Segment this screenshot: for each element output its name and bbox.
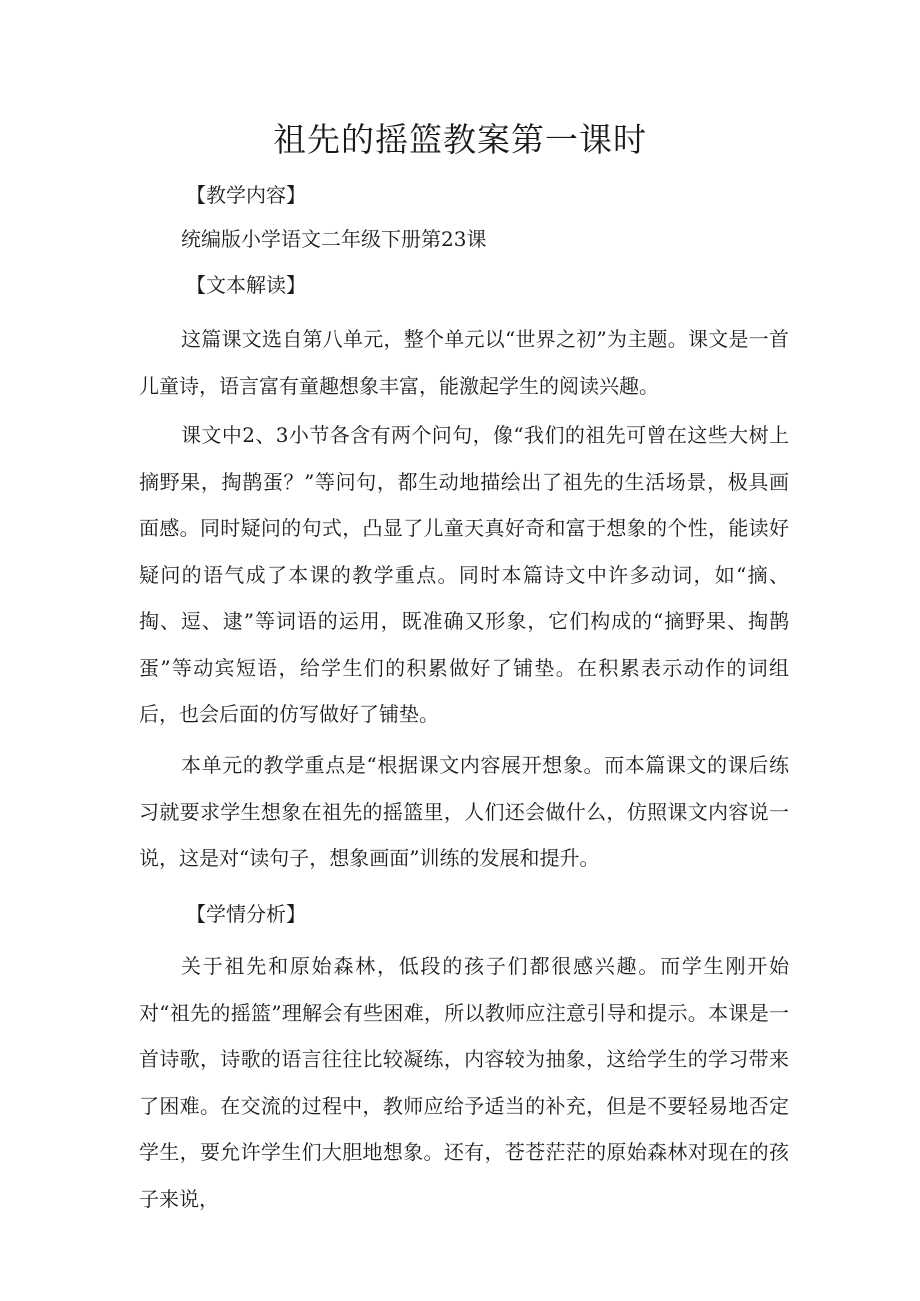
reading-paragraph-1: 这篇课文选自第八单元，整个单元以“世界之初”为主题。课文是一首儿童诗，语言富有童趣想象丰富，能激起学生的阅读兴趣。 bbox=[139, 327, 789, 398]
content-text: 统编版小学语文二年级下册第23课 bbox=[181, 227, 487, 251]
reading-paragraph-3: 本单元的教学重点是“根据课文内容展开想象。而本篇课文的课后练习就要求学生想象在祖先的摇篮里，人们还会做什么，仿照课文内容说一说，这是对“读句子，想象画面”训练的发展和提升。 bbox=[139, 753, 789, 870]
reading-paragraph-2: 课文中2、3小节各含有两个问句，像“我们的祖先可曾在这些大树上摘野果，掏鹊蛋？”等问句，都生动地描绘出了祖先的生活场景，极具画面感。同时疑问的句式，凸显了儿童天真好奇和富于想象的个性，能读好疑问的语气成了本课的教学重点。同时本篇诗文中许多动词，如“摘、掏、逗、逮”等词语的运用，既准确又形象，它们构成的“摘野果、掏鹊蛋”等动宾短语，给学生们的积累做好了铺垫。在积累表示动作的词组后，也会后面的仿写做好了铺垫。 bbox=[139, 423, 789, 726]
analysis-paragraph-1: 关于祖先和原始森林，低段的孩子们都很感兴趣。而学生刚开始对“祖先的摇篮”理解会有些困难，所以教师应注意引导和提示。本课是一首诗歌，诗歌的语言往往比较凝练，内容较为抽象，这给学生的学习带来了困难。在交流的过程中，教师应给予适当的补充，但是不要轻易地否定学生，要允许学生们大胆地想象。还有，苍苍茫茫的原始森林对现在的孩子来说， bbox=[139, 954, 789, 1211]
section-heading-reading: 【文本解读】 bbox=[186, 273, 306, 297]
page-title: 祖先的摇篮教案第一课时 bbox=[273, 120, 647, 159]
section-heading-content: 【教学内容】 bbox=[186, 183, 306, 207]
section-heading-analysis: 【学情分析】 bbox=[186, 902, 306, 926]
